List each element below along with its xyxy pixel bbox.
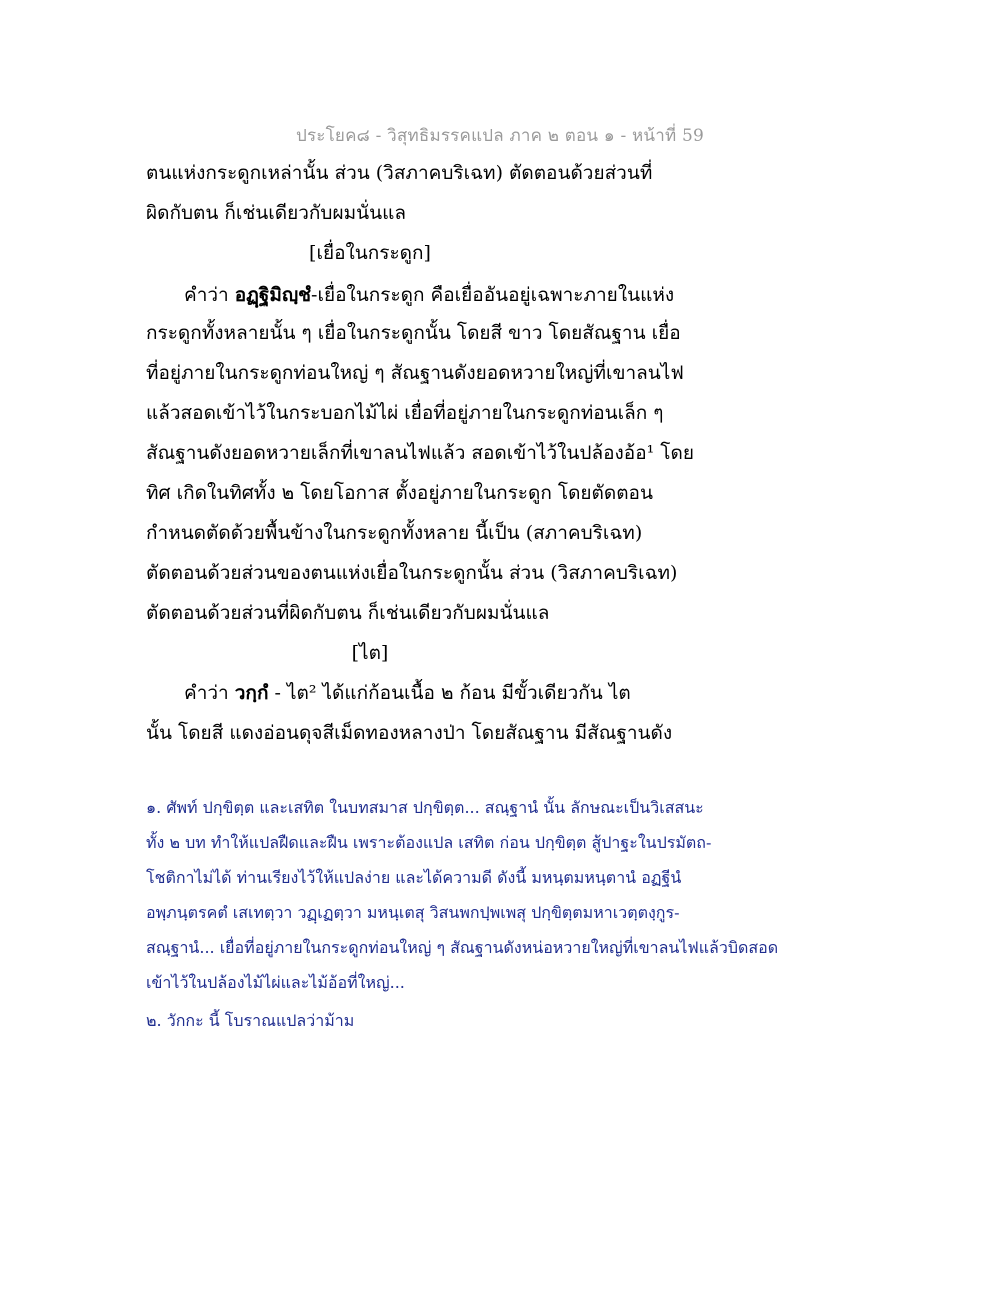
footnote-line: โชติกาไม่ได้ ท่านเรียงไว้ให้แปลง่าย และได้ความดี ดังนี้ มหนฺตมหนฺตานํ อฏฐีนํ bbox=[146, 868, 682, 887]
text: -เยื่อในกระดูก คือเยื่ออันอยู่เฉพาะภายในแห่ง bbox=[311, 284, 675, 306]
text: คำว่า bbox=[184, 682, 235, 704]
body-line: ตนแห่งกระดูกเหล่านั้น ส่วน (วิสภาคบริเฉท) ตัดตอนด้วยส่วนที่ bbox=[146, 162, 653, 184]
body-line: แล้วสอดเข้าไว้ในกระบอกไม้ไผ่ เยื่อที่อยู่ภายในกระดูกท่อนเล็ก ๆ bbox=[146, 402, 664, 424]
body-line: ทิศ เกิดในทิศทั้ง ๒ โดยโอกาส ตั้งอยู่ภายในกระดูก โดยตัดตอน bbox=[146, 482, 653, 504]
body-line: กำหนดตัดด้วยพื้นข้างในกระดูกทั้งหลาย นี้เป็น (สภาคบริเฉท) bbox=[146, 522, 643, 544]
page-header: ประโยค๘ - วิสุทธิมรรคแปล ภาค ๒ ตอน ๑ - หน้าที่ 59 bbox=[295, 126, 705, 146]
footnote-line: เข้าไว้ในปล้องไม้ไผ่และไม้อ้อที่ใหญ่... bbox=[146, 973, 405, 992]
section-heading: [เยื่อในกระดูก] bbox=[309, 242, 431, 264]
footnote-line: ๒. วักกะ นี้ โบราณแปลว่าม้าม bbox=[146, 1011, 355, 1030]
pali-term: อฏฺฐิมิญฺชํ bbox=[234, 284, 312, 306]
footnote-line: อพฺภนฺตรคตํ เสเทตฺวา วฏฺเฏตฺวา มหนฺเตสุ วิสนพกปฺพเพสุ ปกฺขิตฺตมหาเวตฺตงฺกูร- bbox=[146, 903, 680, 922]
body-line: กระดูกทั้งหลายนั้น ๆ เยื่อในกระดูกนั้น โดยสี ขาว โดยสัณฐาน เยื่อ bbox=[146, 322, 681, 344]
text: คำว่า bbox=[184, 284, 235, 306]
pali-term: วกฺกํ bbox=[234, 682, 269, 704]
section-heading: [ไต] bbox=[351, 642, 389, 664]
body-line: ตัดตอนด้วยส่วนที่ผิดกับตน ก็เช่นเดียวกับผมนั่นแล bbox=[146, 602, 550, 624]
body-line: สัณฐานดังยอดหวายเล็กที่เขาลนไฟแล้ว สอดเข้าไว้ในปล้องอ้อ¹ โดย bbox=[146, 442, 694, 464]
body-line bbox=[184, 282, 674, 308]
body-line bbox=[184, 680, 631, 706]
footnote-line: สณฺฐานํ... เยื่อที่อยู่ภายในกระดูกท่อนใหญ่ ๆ สัณฐานดังหน่อหวายใหญ่ที่เขาลนไฟแล้วบิดสอด bbox=[146, 938, 779, 957]
text: - ไต² ได้แก่ก้อนเนื้อ ๒ ก้อน มีขั้วเดียวกัน ไต bbox=[268, 682, 631, 704]
body-line: ผิดกับตน ก็เช่นเดียวกับผมนั่นแล bbox=[146, 202, 407, 224]
body-line: ที่อยู่ภายในกระดูกท่อนใหญ่ ๆ สัณฐานดังยอดหวายใหญ่ที่เขาลนไฟ bbox=[146, 362, 684, 384]
body-line: นั้น โดยสี แดงอ่อนดุจสีเม็ดทองหลางป่า โดยสัณฐาน มีสัณฐานดัง bbox=[146, 722, 673, 744]
body-line: ตัดตอนด้วยส่วนของตนแห่งเยื่อในกระดูกนั้น ส่วน (วิสภาคบริเฉท) bbox=[146, 562, 678, 584]
footnote-line: ๑. ศัพท์ ปกฺขิตฺต และเสทิต ในบทสมาส ปกฺขิตฺต... สณฺฐานํ นั้น ลักษณะเป็นวิเสสนะ bbox=[146, 798, 704, 817]
footnote-line: ทั้ง ๒ บท ทำให้แปลฝืดและฝืน เพราะต้องแปล เสทิต ก่อน ปกฺขิตฺต สู้ปาฐะในปรมัตถ- bbox=[146, 833, 712, 852]
